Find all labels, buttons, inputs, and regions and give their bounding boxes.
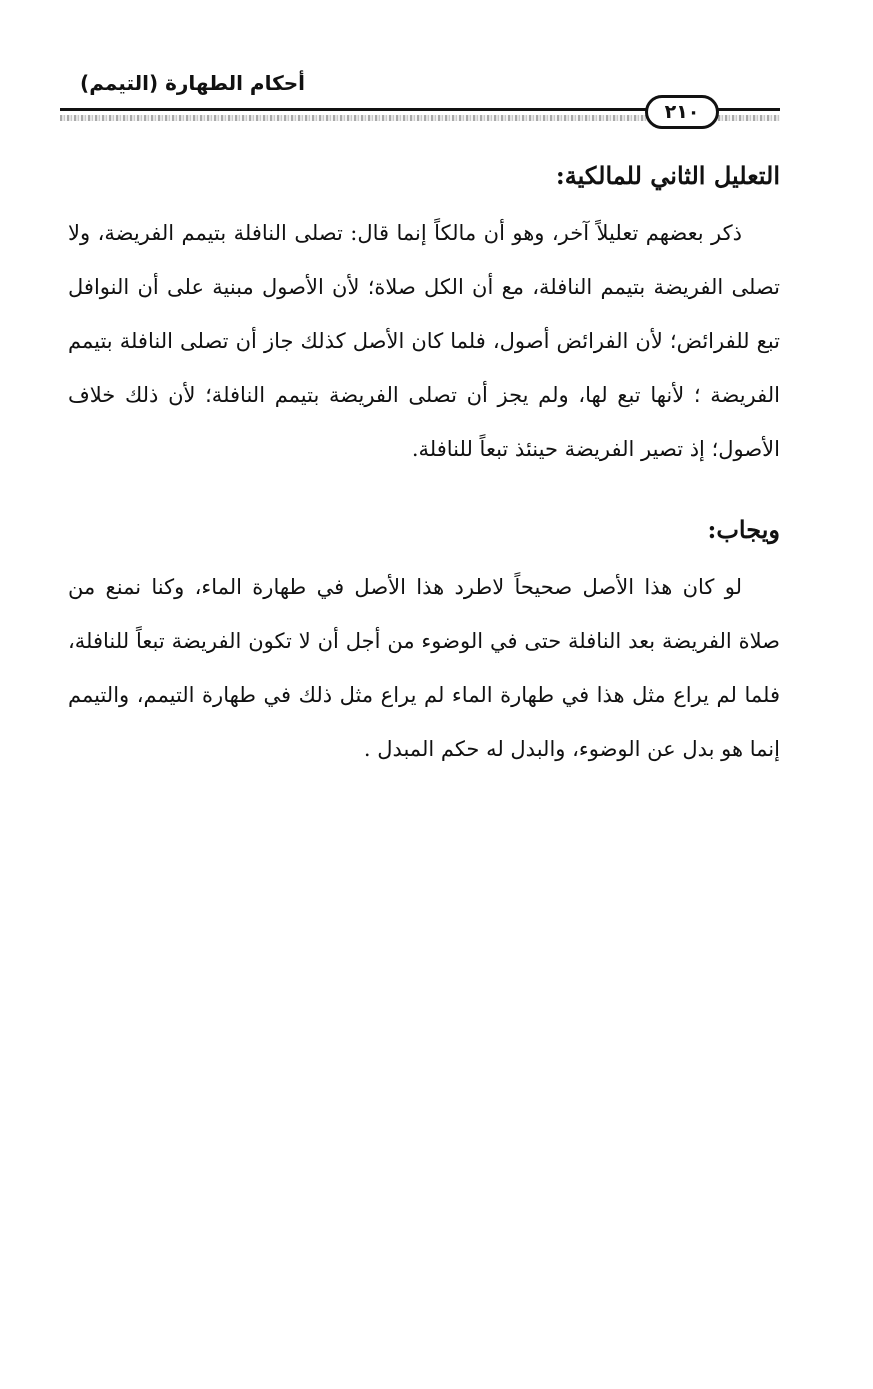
section-spacer [68,476,780,506]
page-number-badge: ٢١٠ [645,95,719,129]
paragraph-reply: لو كان هذا الأصل صحيحاً لاطرد هذا الأصل في طهارة الماء، وكنا نمنع من صلاة الفريضة بعد النافلة حتى في الوضوء من أجل أن لا تكون الفريضة تبعاً للنافلة، فلما لم يراع مثل هذا في طهارة الماء لم يراع مثل ذلك في طهارة التيمم، والتيمم إنما هو بدل عن الوضوء، والبدل له حكم المبدل . [68,575,780,761]
section-heading-reply: ويجاب: [707,515,780,544]
running-header-title: أحكام الطهارة (التيمم) [80,71,305,95]
paragraph-second-reasoning: ذكر بعضهم تعليلاً آخر، وهو أن مالكاً إنما قال: تصلى النافلة بتيمم الفريضة، ولا تصلى الفريضة بتيمم النافلة، مع أن الكل صلاة؛ لأن الأصول مبنية على أن النوافل تبع للفرائض؛ لأن الفرائض أصول، فلما كان الأصل كذلك جاز أن تصلى النافلة بتيمم الفريضة ؛ لأنها تبع لها، ولم يجز أن تصلى الفريضة بتيمم النافلة؛ لأن ذلك خلاف الأصول؛ إذ تصير الفريضة حينئذ تبعاً للنافلة. [68,221,780,461]
section-heading-second-reasoning: التعليل الثاني للمالكية: [555,161,780,190]
page-body [68,152,780,776]
